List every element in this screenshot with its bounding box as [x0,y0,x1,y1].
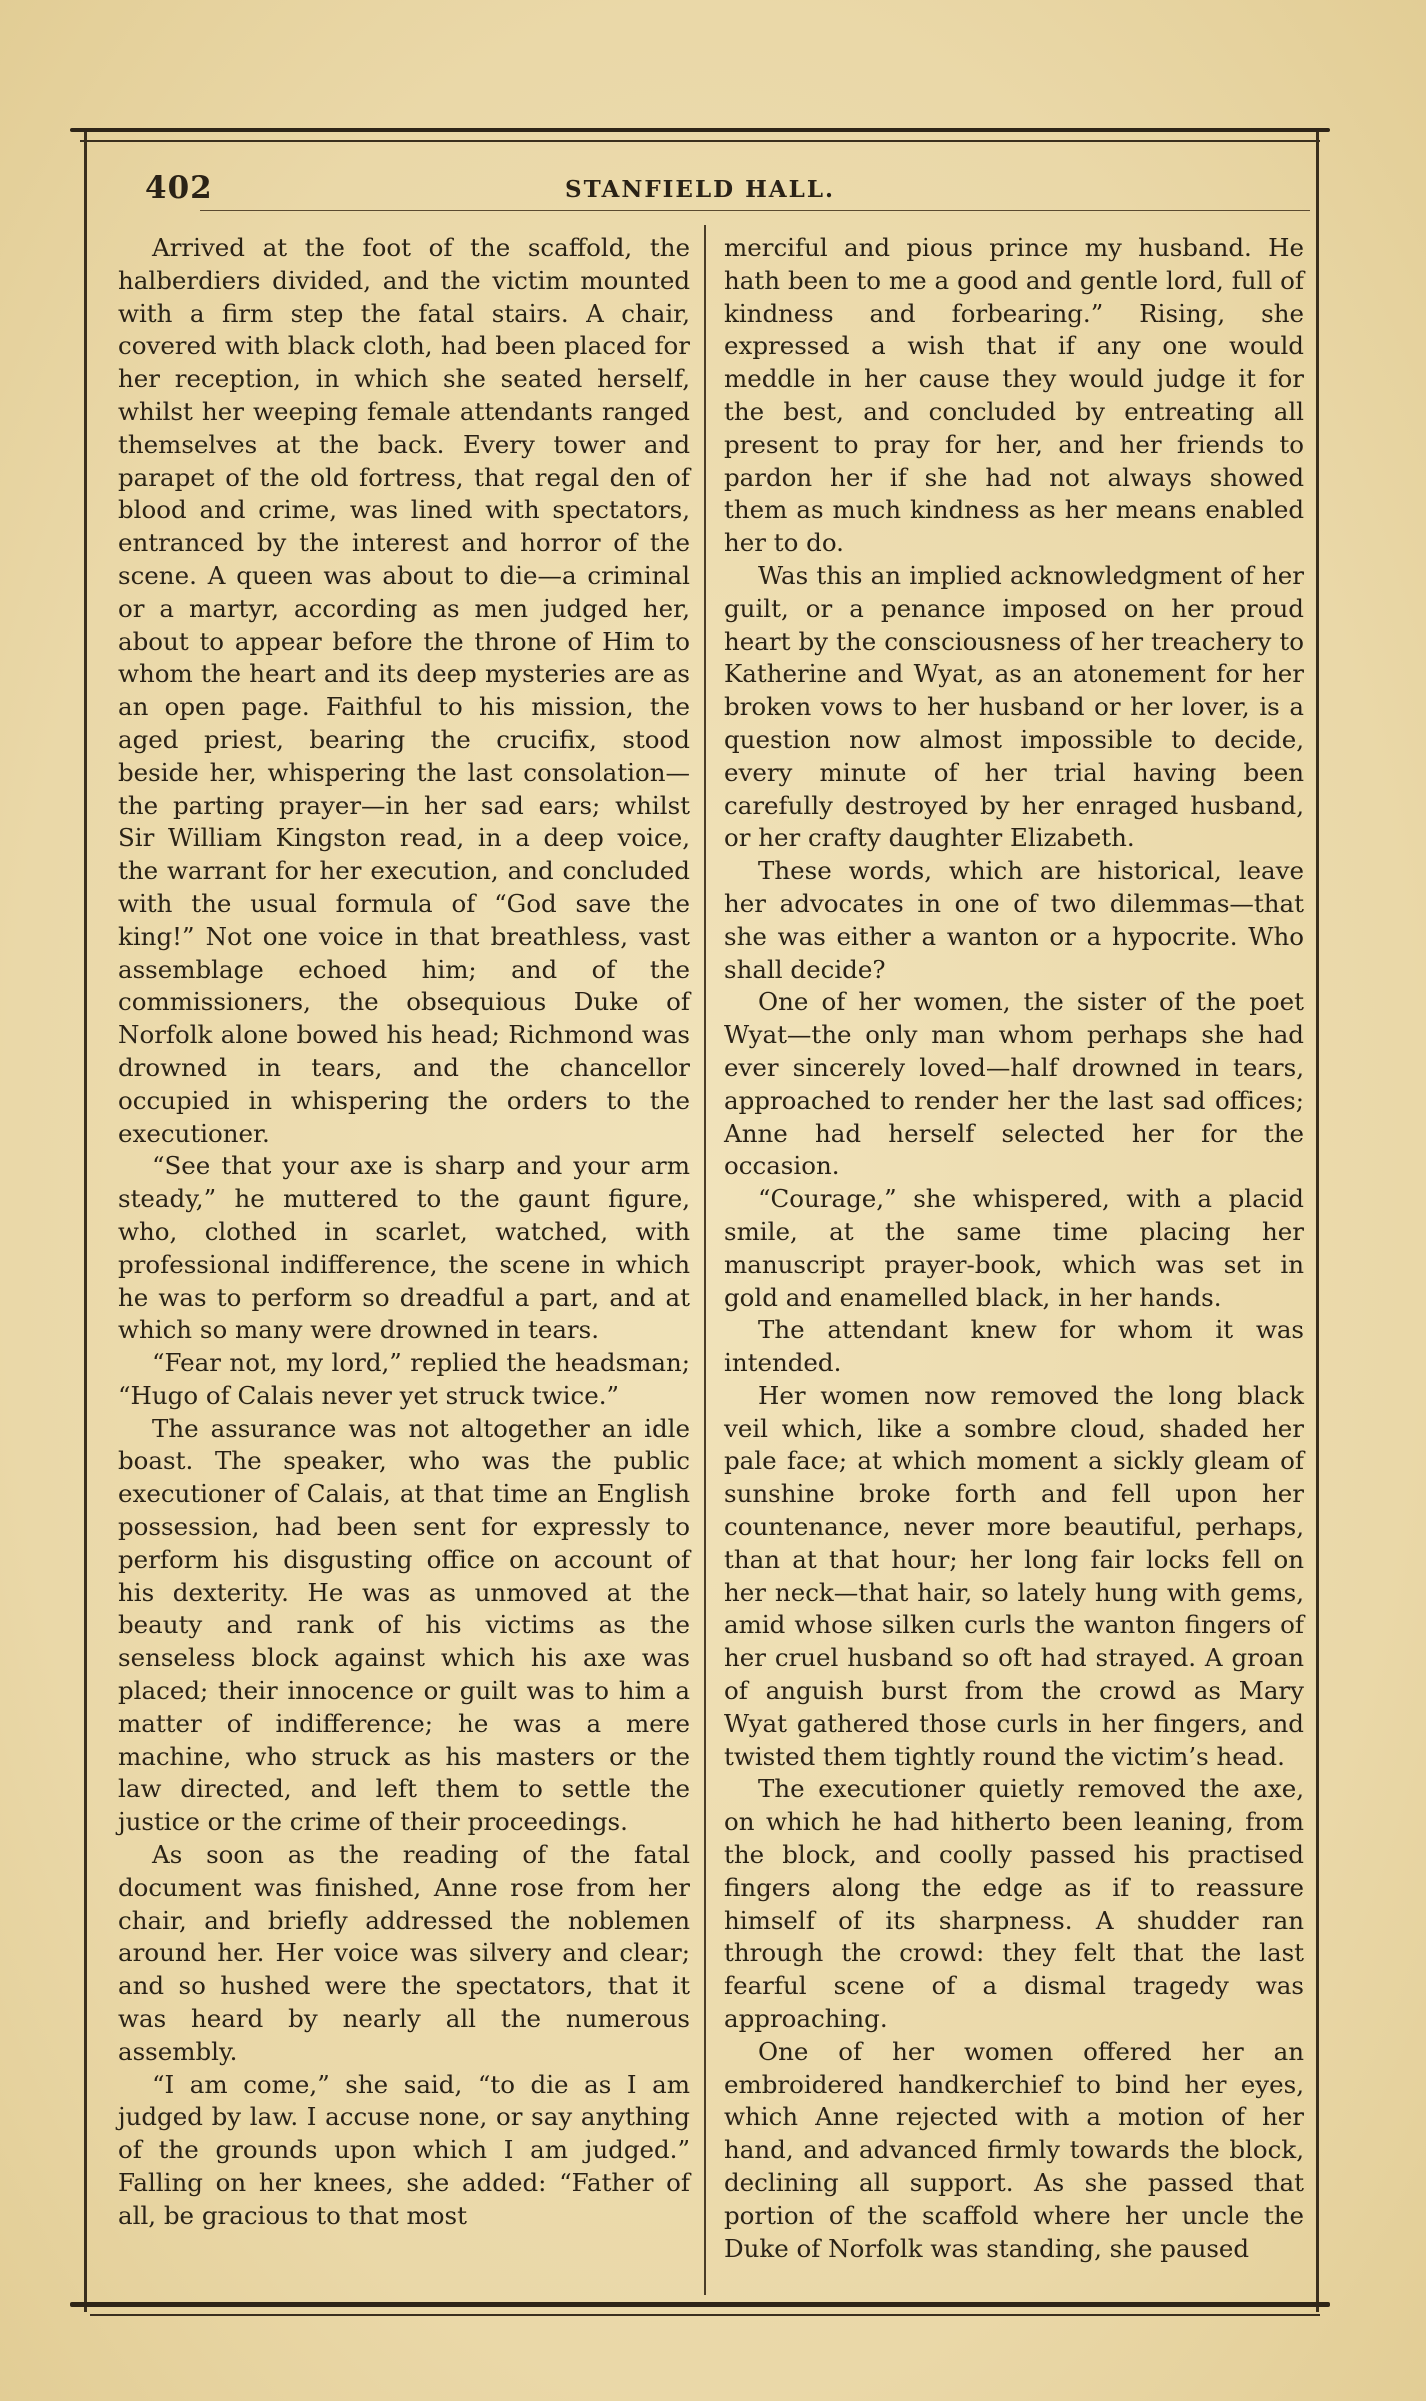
right-border [1316,132,1319,2312]
paragraph: One of her women, the sister of the poet Wyat—the only man whom perhaps she had ever sincerely loved—half drowned in tears, approached to render her the last sad offices; Anne had herself selected her for the occasion. [724,987,1304,1181]
header-rule [200,210,1310,211]
top-rule [70,128,1330,132]
paragraph: “I am come,” she said, “to die as I am judged by law. I accuse none, or say anything of the grounds upon which I am judged.” Falling on her knees, she added: “Father of all, be gracious to that most [118,2069,690,2230]
paragraph: As soon as the reading of the fatal document was finished, Anne rose from her chair, and briefly addressed the noblemen around her. Her voice was silvery and clear; and so hushed were the spectators, that it was heard by nearly all the numerous assembly. [118,1840,690,2066]
page-header [145,170,1305,214]
column-divider [704,225,706,2295]
bottom-rule-thin [90,2314,1320,2316]
paragraph: “See that your axe is sharp and your arm steady,” he muttered to the gaunt figure, who, clothed in scarlet, watched, with professional indifference, the scene in which he was to perform so dreadful a part, and at which so many were drowned in tears. [118,1151,690,1345]
paragraph-continued: merciful and pious prince my husband. He hath been to me a good and gentle lord, full of kindness and forbearing.” Rising, she expressed a wish that if any one would meddle in her cause they would judge it for the best, and concluded by entreating all present to pray for her, and her friends to pardon her if she had not always showed them as much kindness as her means enabled her to do. [724,233,1304,558]
right-column [724,232,1304,2265]
paragraph: The attendant knew for whom it was intended. [724,1315,1304,1378]
paragraph: Arrived at the foot of the scaffold, the halberdiers divided, and the victim mounted with a firm step the fatal stairs. A chair, covered with black cloth, had been placed for her reception, in which she seated herself, whilst her weeping female attendants ranged themselves at the back. Every tower and parapet of the old fortress, that regal den of blood and crime, was lined with spectators, entranced by the interest and horror of the scene. A queen was about to die—a criminal or a martyr, according as men judged her, about to appear before the throne of Him to whom the heart and its deep mysteries are as an open page. Faithful to his mission, the aged priest, bearing the crucifix, stood beside her, whispering the last consolation—the parting prayer—in her sad ears; whilst Sir William Kingston read, in a deep voice, the warrant for her execution, and concluded with the usual formula of “God save the king!” Not one voice in that breathless, vast assemblage echoed him; and of the commissioners, the obsequious Duke of Norfolk alone bowed his head; Richmond was drowned in tears, and the chancellor occupied in whispering the orders to the executioner. [118,233,690,1148]
paragraph: Was this an implied acknowledgment of her guilt, or a penance imposed on her proud heart by the consciousness of her treachery to Katherine and Wyat, as an atonement for her broken vows to her husband or her lover, is a question now almost impossible to decide, every minute of her trial having been carefully destroyed by her enraged husband, or her crafty daughter Elizabeth. [724,560,1304,853]
left-border [84,132,87,2312]
bottom-rule [70,2302,1330,2307]
left-column [118,232,690,2233]
page-number: 402 [145,170,213,206]
paragraph: Her women now removed the long black veil which, like a sombre cloud, shaded her pale face; at which moment a sickly gleam of sunshine broke forth and fell upon her countenance, never more beautiful, perhaps, than at that hour; her long fair locks fell on her neck—that hair, so lately hung with gems, amid whose silken curls the wanton fingers of her cruel husband so oft had strayed. A groan of anguish burst from the crowd as Mary Wyat gathered those curls in her fingers, and twisted them tightly round the victim’s head. [724,1380,1304,1771]
paragraph: One of her women offered her an embroidered handkerchief to bind her eyes, which Anne rejected with a motion of her hand, and advanced firmly towards the block, declining all support. As she passed that portion of the scaffold where her uncle the Duke of Norfolk was standing, she paused [724,2036,1304,2263]
running-title: STANFIELD HALL. [565,176,836,203]
paragraph: “Courage,” she whispered, with a placid smile, at the same time placing her manuscript prayer-book, which was set in gold and enamelled black, in her hands. [724,1184,1304,1312]
paragraph: The executioner quietly removed the axe, on which he had hitherto been leaning, from the block, and coolly passed his practised fingers along the edge as if to reassure himself of its sharpness. A shudder ran through the crowd: they felt that the last fearful scene of a dismal tragedy was approaching. [724,1774,1304,2034]
paragraph: “Fear not, my lord,” replied the headsman; “Hugo of Calais never yet struck twice.” [118,1348,690,1410]
paragraph: The assurance was not altogether an idle boast. The speaker, who was the public executioner of Calais, at that time an English possession, had been sent for expressly to perform his disgusting office on account of his dexterity. He was as unmoved at the beauty and rank of his victims as the senseless block against which his axe was placed; their innocence or guilt was to him a matter of indifference; he was a mere machine, who struck as his masters or the law directed, and left them to settle the justice or the crime of their proceedings. [118,1413,690,1837]
paragraph: These words, which are historical, leave her advocates in one of two dilemmas—that she was either a wanton or a hypocrite. Who shall decide? [724,856,1304,984]
top-rule-thin [80,140,1320,142]
